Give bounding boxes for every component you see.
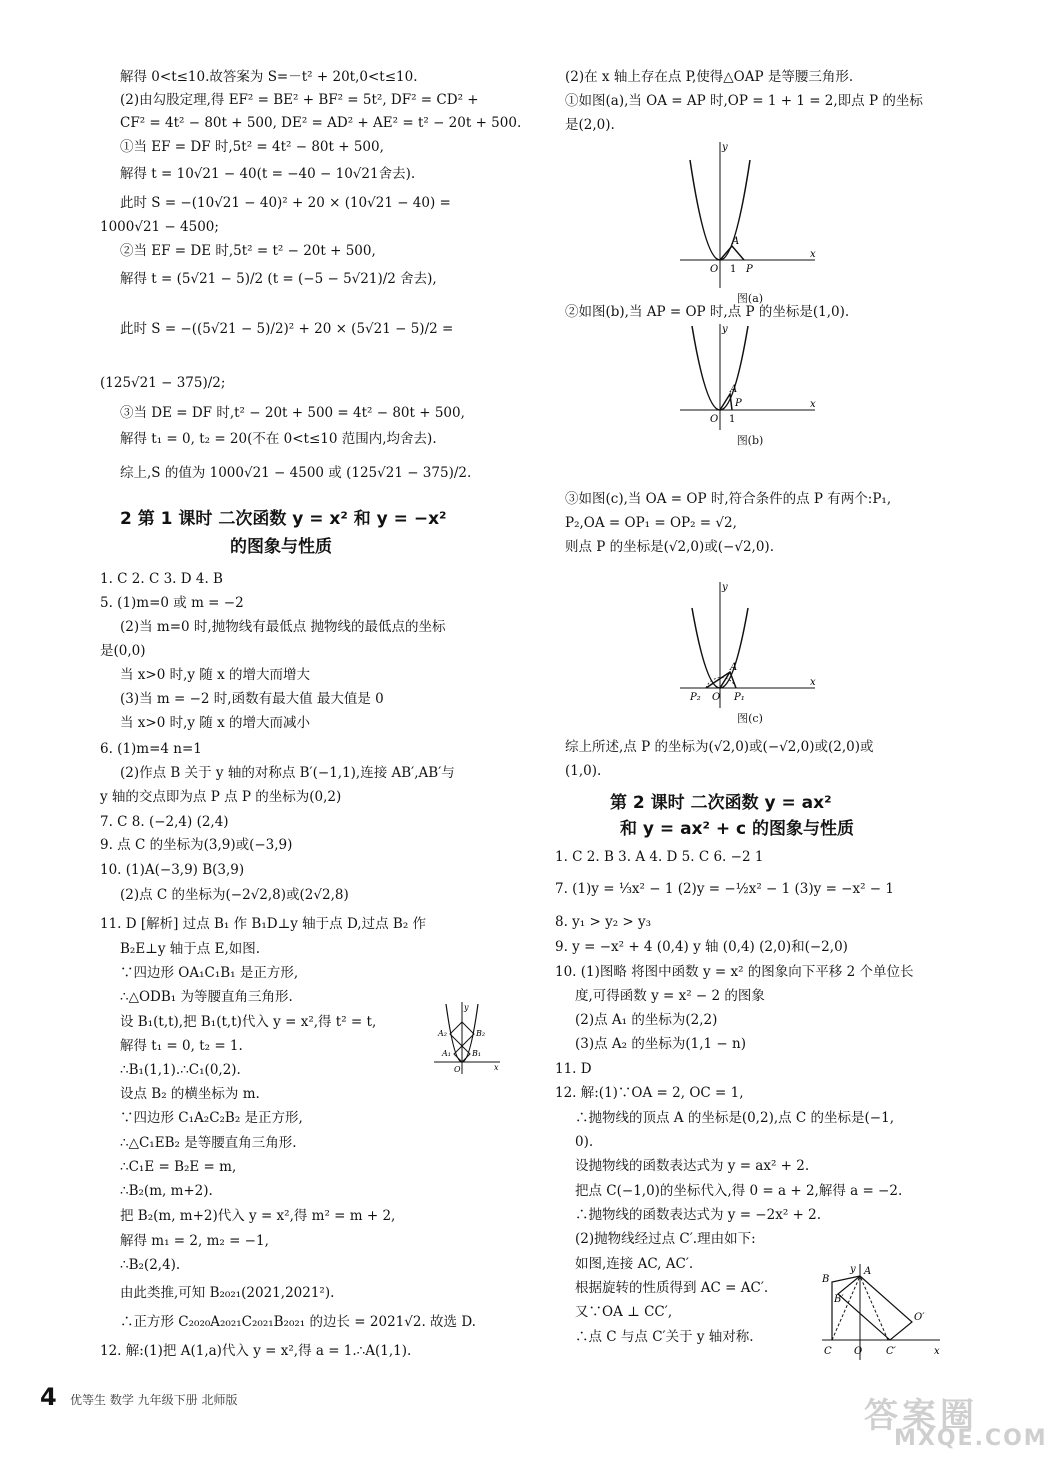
svg-text:A: A (864, 1266, 872, 1277)
text-line: 又∵OA ⊥ CC′, (575, 1304, 673, 1320)
text-line: 0). (575, 1134, 594, 1150)
text-line: 解得 t = 10√21 − 40(t = −40 − 10√21舍去). (120, 166, 416, 182)
text-line: y 轴的交点即为点 P 点 P 的坐标为(0,2) (100, 789, 342, 805)
svg-text:A₂: A₂ (438, 1029, 447, 1038)
svg-text:A: A (730, 384, 738, 395)
text-line: ∴B₂(2,4). (120, 1257, 181, 1273)
text-line: 设点 B₂ 的横坐标为 m. (120, 1086, 260, 1102)
text-line: ③如图(c),当 OA = OP 时,符合条件的点 P 有两个:P₁, (565, 491, 892, 507)
text-line: (1,0). (565, 763, 602, 779)
text-line: 11. D (555, 1061, 592, 1077)
text-line: 设 B₁(t,t),把 B₁(t,t)代入 y = x²,得 t² = t, (120, 1014, 377, 1030)
text-line: 10. (1)A(−3,9) B(3,9) (100, 862, 245, 878)
text-line: 设抛物线的函数表达式为 y = ax² + 2. (575, 1158, 810, 1174)
svg-text:1: 1 (730, 264, 737, 275)
text-line: 8. y₁ > y₂ > y₃ (555, 914, 652, 930)
text-line: 度,可得函数 y = x² − 2 的图象 (575, 988, 765, 1004)
svg-text:x: x (810, 249, 816, 260)
section-heading: 2 第 1 课时 二次函数 y = x² 和 y = −x² (120, 509, 447, 529)
svg-text:O: O (710, 264, 719, 275)
text-line: ∴点 C 与点 C′关于 y 轴对称. (575, 1329, 754, 1345)
text-line: (3)点 A₂ 的坐标为(1,1 − n) (575, 1036, 746, 1052)
text-line: 5. (1)m=0 或 m = −2 (100, 595, 244, 611)
text-line: 此时 S = −((5√21 − 5)/2)² + 20 × (5√21 − 5)/2 = (120, 321, 454, 337)
text-line: 6. (1)m=4 n=1 (100, 741, 202, 757)
text-line: 则点 P 的坐标是(√2,0)或(−√2,0). (565, 539, 774, 555)
text-line: ∴B₂(m, m+2). (120, 1183, 213, 1199)
text-line: (2)作点 B 关于 y 轴的对称点 B′(−1,1),连接 AB′,AB′与 (120, 765, 455, 781)
svg-text:y: y (722, 324, 728, 335)
text-line: ∵四边形 OA₁C₁B₁ 是正方形, (120, 965, 299, 981)
text-line: 解得 t₁ = 0, t₂ = 20(不在 0<t≤10 范围内,均舍去). (120, 431, 437, 447)
text-line: 12. 解:(1)把 A(1,a)代入 y = x²,得 a = 1.∴A(1,1). (100, 1343, 412, 1359)
svg-text:A: A (732, 236, 740, 247)
text-line: ①如图(a),当 OA = AP 时,OP = 1 + 1 = 2,即点 P 的坐标 (565, 93, 923, 109)
text-line: ②如图(b),当 AP = OP 时,点 P 的坐标是(1,0). (565, 304, 850, 320)
text-line: ∴抛物线的函数表达式为 y = −2x² + 2. (575, 1207, 822, 1223)
text-line: 综上,S 的值为 1000√21 − 4500 或 (125√21 − 375)/2. (120, 465, 472, 481)
text-line: ①当 EF = DF 时,5t² = 4t² − 80t + 500, (120, 139, 384, 155)
text-line: (2)在 x 轴上存在点 P,使得△OAP 是等腰三角形. (565, 69, 854, 85)
svg-text:y: y (464, 1003, 469, 1012)
text-line: 解得 m₁ = 2, m₂ = −1, (120, 1233, 269, 1249)
text-line: 由此类推,可知 B₂₀₂₁(2021,2021²). (120, 1285, 335, 1301)
svg-text:O: O (454, 1065, 461, 1074)
svg-text:y: y (722, 142, 728, 153)
svg-text:P: P (746, 264, 753, 275)
text-line: (2)抛物线经过点 C′.理由如下: (575, 1231, 756, 1247)
svg-text:x: x (494, 1063, 499, 1072)
figure-c (680, 580, 820, 726)
text-line: 1. C 2. B 3. A 4. D 5. C 6. −2 1 (555, 849, 764, 865)
svg-text:C′: C′ (886, 1346, 896, 1357)
text-line: 9. 点 C 的坐标为(3,9)或(−3,9) (100, 837, 293, 853)
text-line: 解得 t = (5√21 − 5)/2 (t = (−5 − 5√21)/2 舍去), (120, 271, 437, 287)
text-line: (2)当 m=0 时,抛物线有最低点 抛物线的最低点的坐标 (120, 619, 446, 635)
svg-text:C: C (824, 1346, 832, 1357)
text-line: 当 x>0 时,y 随 x 的增大而减小 (120, 715, 311, 731)
text-line: ∴B₁(1,1).∴C₁(0,2). (120, 1062, 241, 1078)
text-line: 解得 t₁ = 0, t₂ = 1. (120, 1038, 243, 1054)
text-line: ∴△ODB₁ 为等腰直角三角形. (120, 989, 293, 1005)
text-line: B₂E⊥y 轴于点 E,如图. (120, 941, 261, 957)
text-line: 9. y = −x² + 4 (0,4) y 轴 (0,4) (2,0)和(−2,0) (555, 939, 848, 955)
svg-text:B′: B′ (834, 1294, 844, 1305)
section-heading: 第 2 课时 二次函数 y = ax² (610, 793, 832, 813)
svg-text:O: O (854, 1346, 863, 1357)
figure-rotation (820, 1262, 945, 1362)
text-line: 是(2,0). (565, 117, 615, 133)
watermark-main: 答案圈 (864, 1396, 978, 1436)
text-line: (125√21 − 375)/2; (100, 375, 226, 391)
section-heading: 的图象与性质 (230, 537, 332, 557)
text-line: (3)当 m = −2 时,函数有最大值 最大值是 0 (120, 691, 384, 707)
svg-text:B₁: B₁ (472, 1049, 482, 1058)
text-line: (2)点 A₁ 的坐标为(2,2) (575, 1012, 718, 1028)
svg-text:y: y (722, 582, 728, 593)
text-line: ∴抛物线的顶点 A 的坐标是(0,2),点 C 的坐标是(−1, (575, 1110, 894, 1126)
page-number: 4 (40, 1383, 57, 1411)
text-line: 1000√21 − 4500; (100, 219, 219, 235)
figure-squares (432, 1000, 502, 1075)
figure-a-caption: 图(a) (736, 292, 764, 305)
svg-text:A₁: A₁ (442, 1049, 451, 1058)
page-footer (40, 1383, 238, 1411)
text-line: 7. C 8. (−2,4) (2,4) (100, 814, 229, 830)
text-line: 11. D [解析] 过点 B₁ 作 B₁D⊥y 轴于点 D,过点 B₂ 作 (100, 916, 427, 932)
text-line: (2)由勾股定理,得 EF² = BE² + BF² = 5t², DF² = CD² + (120, 92, 479, 108)
svg-text:1: 1 (729, 414, 736, 425)
watermark-logo (864, 1388, 1048, 1451)
text-line: ∴△C₁EB₂ 是等腰直角三角形. (120, 1135, 297, 1151)
svg-text:O: O (712, 692, 721, 703)
svg-text:A: A (730, 662, 738, 673)
text-line: (2)点 C 的坐标为(−2√2,8)或(2√2,8) (120, 887, 349, 903)
text-line: 是(0,0) (100, 643, 146, 659)
svg-text:O: O (710, 414, 719, 425)
watermark-url: MXQE.COM (894, 1426, 1048, 1451)
text-line: ∴C₁E = B₂E = m, (120, 1159, 237, 1175)
text-line: 根据旋转的性质得到 AC = AC′. (575, 1280, 769, 1296)
text-line: 把点 C(−1,0)的坐标代入,得 0 = a + 2,解得 a = −2. (575, 1183, 903, 1199)
text-line: 10. (1)图略 将图中函数 y = x² 的图象向下平移 2 个单位长 (555, 964, 914, 980)
svg-text:B: B (822, 1274, 830, 1285)
svg-text:x: x (810, 399, 816, 410)
text-line: 解得 0<t≤10.故答案为 S=－t² + 20t,0<t≤10. (120, 69, 418, 85)
text-line: P₂,OA = OP₁ = OP₂ = √2, (565, 515, 737, 531)
text-line: 此时 S = −(10√21 − 40)² + 20 × (10√21 − 40) = (120, 195, 451, 211)
text-line: 综上所述,点 P 的坐标为(√2,0)或(−√2,0)或(2,0)或 (565, 739, 874, 755)
section-heading: 和 y = ax² + c 的图象与性质 (620, 819, 855, 839)
svg-text:x: x (810, 677, 816, 688)
figure-c-caption: 图(c) (737, 712, 763, 725)
figure-a (680, 140, 820, 306)
text-line: ∴正方形 C₂₀₂₀A₂₀₂₁C₂₀₂₁B₂₀₂₁ 的边长 = 2021√2. 故选 D. (120, 1314, 476, 1330)
svg-text:P₂: P₂ (690, 692, 701, 703)
svg-text:O′: O′ (914, 1312, 925, 1323)
svg-text:P₁: P₁ (734, 692, 745, 703)
figure-b-caption: 图(b) (736, 434, 764, 447)
text-line: CF² = 4t² − 80t + 500, DE² = AD² + AE² = t² − 20t + 500. (120, 115, 522, 131)
svg-text:B₂: B₂ (476, 1029, 486, 1038)
book-info: 优等生 数学 九年级下册 北师版 (70, 1393, 238, 1407)
svg-text:x: x (934, 1346, 940, 1357)
figure-b (680, 322, 820, 448)
text-line: 如图,连接 AC, AC′. (575, 1256, 694, 1272)
svg-text:y: y (850, 1264, 856, 1275)
text-line: 当 x>0 时,y 随 x 的增大而增大 (120, 667, 311, 683)
text-line: 7. (1)y = ⅓x² − 1 (2)y = −½x² − 1 (3)y = −x² − 1 (555, 881, 895, 897)
svg-text:P: P (735, 398, 742, 409)
text-line: 1. C 2. C 3. D 4. B (100, 571, 223, 587)
text-line: 12. 解:(1)∵OA = 2, OC = 1, (555, 1085, 744, 1101)
text-line: 把 B₂(m, m+2)代入 y = x²,得 m² = m + 2, (120, 1208, 396, 1224)
text-line: ②当 EF = DE 时,5t² = t² − 20t + 500, (120, 243, 376, 259)
text-line: ∵四边形 C₁A₂C₂B₂ 是正方形, (120, 1110, 303, 1126)
text-line: ③当 DE = DF 时,t² − 20t + 500 = 4t² − 80t + 500, (120, 405, 465, 421)
